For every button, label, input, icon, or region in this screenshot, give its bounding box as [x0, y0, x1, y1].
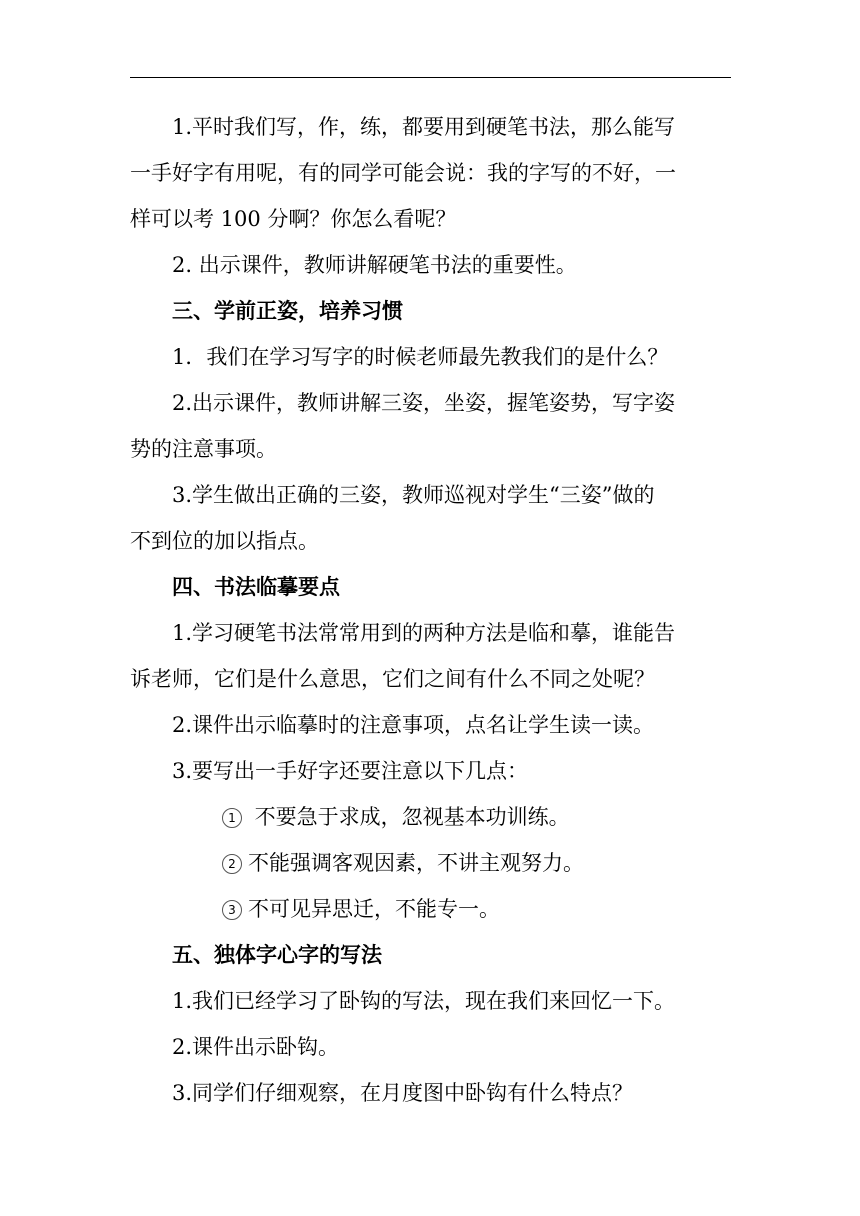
paragraph-line: 3.同学们仔细观察，在月度图中卧钩有什么特点？ — [172, 1081, 634, 1105]
paragraph-line: 1.平时我们写，作，练，都要用到硬笔书法，那么能写 — [172, 115, 676, 139]
section-heading: 四、书法临摹要点 — [172, 575, 340, 599]
numbered-item — [130, 794, 740, 840]
numbered-item-text: 不能强调客观因素，不讲主观努力。 — [248, 851, 584, 875]
paragraph-line: 不到位的加以指点。 — [130, 529, 319, 553]
circled-number: 3 — [222, 900, 242, 920]
circled-number: 2 — [222, 854, 242, 874]
header-rule — [130, 77, 731, 78]
numbered-item — [130, 840, 740, 886]
paragraph-line: 2.出示课件，教师讲解三姿，坐姿，握笔姿势，写字姿 — [172, 391, 676, 415]
numbered-item — [130, 886, 740, 932]
numbered-item-text: 不要急于求成，忽视基本功训练。 — [248, 805, 570, 829]
paragraph-line: 2.课件出示卧钩。 — [172, 1035, 340, 1059]
circled-number: 1 — [222, 808, 242, 828]
paragraph-line: 1.学习硬笔书法常常用到的两种方法是临和摹，谁能告 — [172, 621, 676, 645]
paragraph-line: 诉老师，它们是什么意思，它们之间有什么不同之处呢？ — [130, 667, 655, 691]
section-heading: 五、独体字心字的写法 — [172, 943, 382, 967]
paragraph-line: 3.学生做出正确的三姿，教师巡视对学生“三姿”做的 — [172, 483, 655, 507]
paragraph-line: 势的注意事项。 — [130, 437, 277, 461]
document-body — [130, 104, 740, 1116]
paragraph-line: 样可以考 100 分啊？你怎么看呢？ — [130, 207, 457, 231]
numbered-item-text: 不可见异思迁，不能专一。 — [248, 897, 500, 921]
paragraph-line: 2.课件出示临摹时的注意事项，点名让学生读一读。 — [172, 713, 655, 737]
paragraph-line: 2. 出示课件，教师讲解硬笔书法的重要性。 — [172, 253, 577, 277]
paragraph-line: 一手好字有用呢，有的同学可能会说：我的字写的不好，一 — [130, 161, 676, 185]
paragraph-line: 1．我们在学习写字的时候老师最先教我们的是什么？ — [172, 345, 669, 369]
paragraph-line: 1.我们已经学习了卧钩的写法，现在我们来回忆一下。 — [172, 989, 676, 1013]
paragraph-line: 3.要写出一手好字还要注意以下几点： — [172, 759, 529, 783]
section-heading: 三、学前正姿，培养习惯 — [172, 299, 403, 323]
